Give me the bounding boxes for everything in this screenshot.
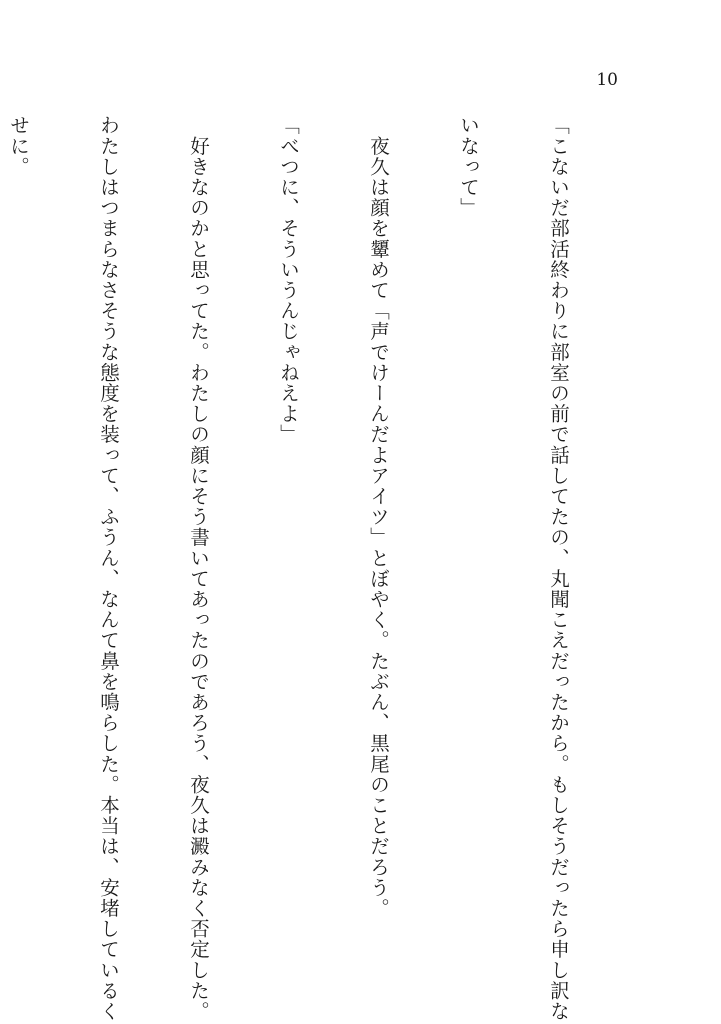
text-line: 「べつに、そういうんじゃねえよ」: [277, 115, 300, 445]
text-line: いなって」: [457, 115, 480, 218]
text-line: 好きなのかと思ってた。わたしの顔にそう書いてあったのであろう、夜久は澱みなく否定した。: [187, 115, 210, 1022]
page-number: 10: [596, 70, 618, 90]
text-line: わたしはつまらなさそうな態度を装って、ふうん、なんて鼻を鳴らした。本当は、安堵しているく: [97, 115, 120, 1022]
body-text: [0, 115, 633, 1022]
text-line: 「こないだ部活終わりに部室の前で話してたの、丸聞こえだったから。もしそうだったら申し訳な: [547, 115, 570, 1022]
text-line: 夜久は顔を顰めて「声でけーんだよアイツ」とぼやく。たぶん、黒尾のことだろう。: [367, 115, 390, 919]
text-line: せに。: [7, 115, 30, 177]
